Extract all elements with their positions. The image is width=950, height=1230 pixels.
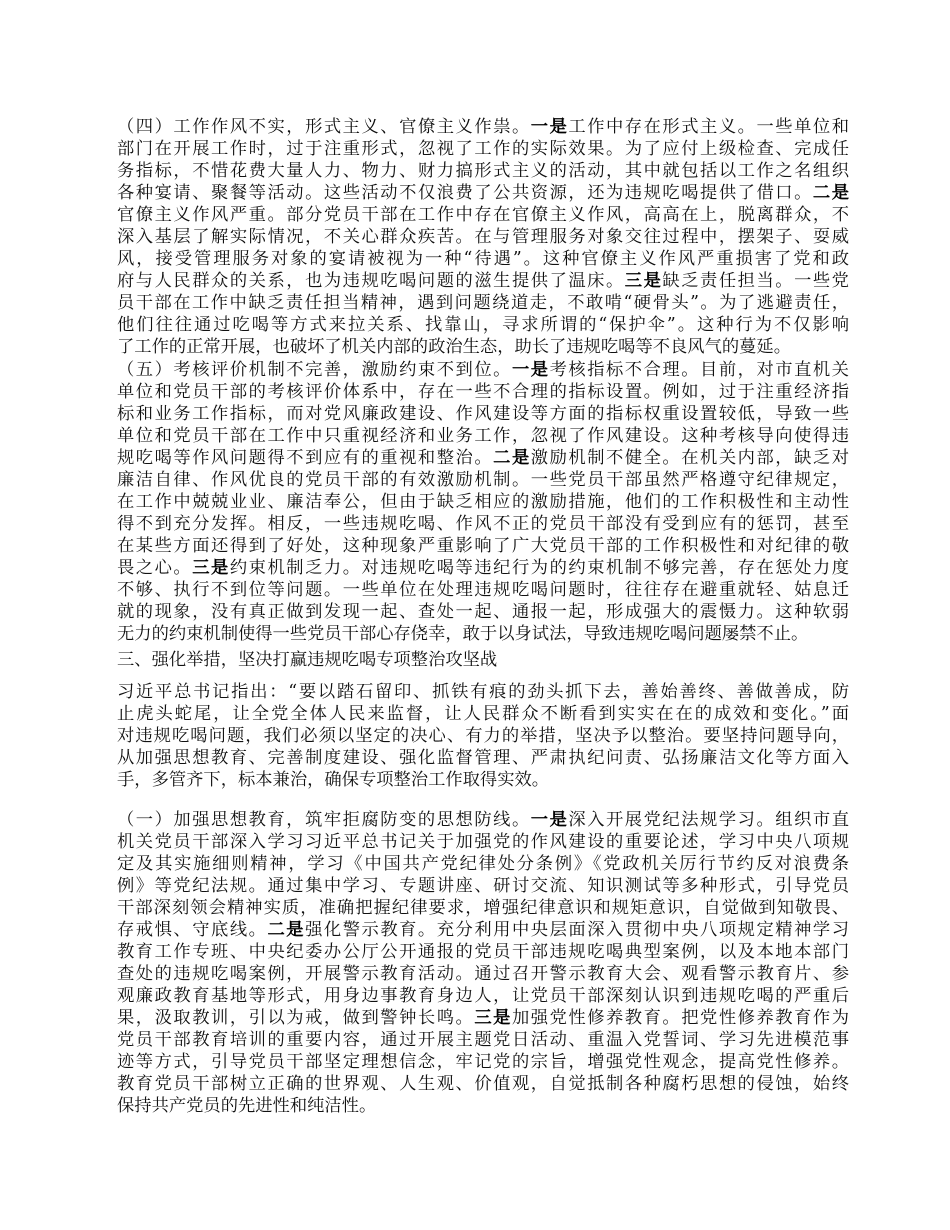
text-line <box>117 985 849 1007</box>
text-run: 党员干部教育培训的重要内容，通过开展主题党日活动、重温入党誓词、学习先进模范事 <box>117 1030 849 1050</box>
text-line <box>117 919 849 941</box>
text-run: 止虎头蛇尾，让全党全体人民来监督，让人民群众不断看到实实在在的成效和变化。”面 <box>117 704 849 724</box>
text-line <box>117 897 849 919</box>
text-run: 务指标，不惜花费大量人力、物力、财力搞形式主义的活动，其中就包括以工作之名组织 <box>117 161 849 181</box>
text-line <box>117 1029 849 1051</box>
text-line <box>117 292 849 314</box>
bold-marker: 一是 <box>511 360 550 380</box>
text-run: 缺乏责任担当。一些党 <box>662 271 849 291</box>
paragraph-quote <box>117 681 849 791</box>
text-run: 教育工作专班、中央纪委办公厅公开通报的党员干部违规吃喝典型案例，以及本地本部门 <box>117 942 849 962</box>
text-run: 府与人民群众的关系，也为违规吃喝问题的滋生提供了温床。 <box>117 271 625 291</box>
text-line <box>117 703 849 725</box>
text-line <box>117 491 849 513</box>
text-run: （五）考核评价机制不完善，激励约束不到位。 <box>117 360 512 380</box>
bold-marker: 二是 <box>812 183 849 203</box>
bold-marker: 三是 <box>624 271 663 291</box>
text-run: 对违规吃喝问题，我们必须以坚定的决心、有力的举措，坚决予以整治。要坚持问题导向， <box>117 726 849 746</box>
text-run: （一）加强思想教育，筑牢拒腐防变的思想防线。 <box>117 810 531 830</box>
text-run: 深入开展党纪法规学习。组织市直 <box>568 810 849 830</box>
text-run: 加强党性修养教育。把党性修养教育作为 <box>511 1008 849 1028</box>
text-run: 果，汲取教训，引以为戒，做到警钟长鸣。 <box>117 1008 475 1028</box>
text-line <box>117 623 849 645</box>
text-run: 了工作的正常开展，也破坏了机关内部的政治生态，助长了违规吃喝等不良风气的蔓延。 <box>117 337 791 357</box>
text-line <box>117 875 849 897</box>
text-line <box>117 248 849 270</box>
text-run: 单位和党员干部的考核评价体系中，存在一些不合理的指标设置。例如，过于注重经济指 <box>117 382 849 402</box>
text-run: 官僚主义作风严重。部分党员干部在工作中存在官僚主义作风，高高在上，脱离群众，不 <box>117 205 849 225</box>
text-run: 单位和党员干部在工作中只重视经济和业务工作，忽视了作风建设。这种考核导向使得违 <box>117 426 849 446</box>
text-line <box>117 747 849 769</box>
text-run: 不够、执行不到位等问题。一些单位在处理违规吃喝问题时，往往存在避重就轻、姑息迁 <box>117 580 849 600</box>
text-line <box>117 204 849 226</box>
text-line <box>117 681 849 703</box>
text-line <box>117 138 849 160</box>
text-run: 无力的约束机制使得一些党员干部心存侥幸，敢于以身试法，导致违规吃喝问题屡禁不止。 <box>117 624 809 644</box>
text-line <box>117 425 849 447</box>
paragraph-ideological-education <box>117 809 849 1117</box>
text-line <box>117 403 849 425</box>
text-run: 教育党员干部树立正确的世界观、人生观、价值观，自觉抵制各种腐朽思想的侵蚀，始终 <box>117 1074 849 1094</box>
text-line <box>117 601 849 623</box>
text-line <box>117 513 849 535</box>
text-line <box>117 579 849 601</box>
text-line <box>117 725 849 747</box>
text-line <box>117 469 849 491</box>
text-line <box>117 557 849 579</box>
text-line <box>117 226 849 248</box>
text-line <box>117 270 849 292</box>
text-run: 保持共产党员的先进性和纯洁性。 <box>117 1096 377 1116</box>
text-run: 工作中存在形式主义。一些单位和 <box>568 117 849 137</box>
bold-marker: 一是 <box>530 810 569 830</box>
text-line <box>117 853 849 875</box>
text-run: 得不到充分发挥。相反，一些违规吃喝、作风不正的党员干部没有受到应有的惩罚，甚至 <box>117 514 849 534</box>
text-line <box>117 359 849 381</box>
text-line <box>117 381 849 403</box>
text-run: 例》等党纪法规。通过集中学习、专题讲座、研讨交流、知识测试等多种形式，引导党员 <box>117 876 849 896</box>
text-run: 迹等方式，引导党员干部坚定理想信念，牢记党的宗旨，增强党性观念，提高党性修养。 <box>117 1052 849 1072</box>
text-line <box>117 941 849 963</box>
text-line <box>117 769 849 791</box>
bold-marker: 三是 <box>474 1008 512 1028</box>
text-run: 激励机制不健全。在机关内部，缺乏对 <box>530 448 849 468</box>
text-run: 员干部在工作中缺乏责任担当精神，遇到问题绕道走，不敢啃“硬骨头”。为了逃避责任， <box>117 293 849 313</box>
text-run: 从加强思想教育、完善制度建设、强化监督管理、严肃执纪问责、弘扬廉洁文化等方面入 <box>117 748 849 768</box>
paragraph-work-style <box>117 116 849 358</box>
text-run: 干部深刻领会精神实质，准确把握纪律要求，增强纪律意识和规矩意识，自觉做到知敬畏、 <box>117 898 849 918</box>
bold-marker: 二是 <box>267 920 306 940</box>
text-run: 就的现象，没有真正做到发现一起、查处一起、通报一起，形成强大的震慑力。这种软弱 <box>117 602 849 622</box>
text-line <box>117 447 849 469</box>
text-run: 标和业务工作指标，而对党风廉政建设、作风建设等方面的指标权重设置较低，导致一些 <box>117 404 849 424</box>
text-run: 查处的违规吃喝案例，开展警示教育活动。通过召开警示教育大会、观看警示教育片、参 <box>117 964 849 984</box>
text-run: 观廉政教育基地等形式，用身边事教育身边人，让党员干部深刻认识到违规吃喝的严重后 <box>117 986 849 1006</box>
text-line <box>117 116 849 138</box>
text-line <box>117 160 849 182</box>
text-line <box>117 1051 849 1073</box>
text-run: 风，接受管理服务对象的宴请被视为一种“待遇”。这种官僚主义作风严重损害了党和政 <box>117 249 849 269</box>
text-run: 深入基层了解实际情况，不关心群众疾苦。在与管理服务对象交往过程中，摆架子、耍威 <box>117 227 849 247</box>
text-run: 存戒惧、守底线。 <box>117 920 268 940</box>
text-run: 他们往往通过吃喝等方式来拉关系、找靠山，寻求所谓的“保护伞”。这种行为不仅影响 <box>117 315 849 335</box>
text-line <box>117 336 849 358</box>
text-run: 约束机制乏力。对违规吃喝等违纪行为的约束机制不够完善，存在惩处力度 <box>229 558 849 578</box>
bold-marker: 一是 <box>530 117 569 137</box>
text-line <box>117 1007 849 1029</box>
text-run: 定及其实施细则精神，学习《中国共产党纪律处分条例》《党政机关厉行节约反对浪费条 <box>117 854 849 874</box>
text-run: 考核指标不合理。目前，对市直机关 <box>549 360 849 380</box>
text-line <box>117 831 849 853</box>
text-run: 各种宴请、聚餐等活动。这些活动不仅浪费了公共资源，还为违规吃喝提供了借口。 <box>117 183 813 203</box>
text-run: 在某些方面还得到了好处，这种现象严重影响了广大党员干部的工作积极性和对纪律的敬 <box>117 536 849 556</box>
text-line <box>117 1095 849 1117</box>
text-run: 廉洁自律、作风优良的党员干部的有效激励机制。一些党员干部虽然严格遵守纪律规定， <box>117 470 849 490</box>
text-line <box>117 535 849 557</box>
text-run: 手，多管齐下，标本兼治，确保专项整治工作取得实效。 <box>117 770 550 790</box>
text-run: 习近平总书记指出：“要以踏石留印、抓铁有痕的劲头抓下去，善始善终、善做善成，防 <box>117 682 849 702</box>
text-run: （四）工作作风不实，形式主义、官僚主义作祟。 <box>117 117 531 137</box>
text-run: 强化警示教育。充分利用中央层面深入贯彻中央八项规定精神学习 <box>305 920 849 940</box>
bold-marker: 二是 <box>493 448 531 468</box>
text-run: 在工作中兢兢业业、廉洁奉公，但由于缺乏相应的激励措施，他们的工作积极性和主动性 <box>117 492 849 512</box>
text-line <box>117 963 849 985</box>
section-heading: 三、强化举措，坚决打赢违规吃喝专项整治攻坚战 <box>117 650 498 670</box>
text-line <box>117 182 849 204</box>
text-line <box>117 1073 849 1095</box>
paragraph-evaluation-mechanism <box>117 359 849 645</box>
text-line <box>117 314 849 336</box>
text-run: 畏之心。 <box>117 558 193 578</box>
text-run: 机关党员干部深入学习习近平总书记关于加强党的作风建设的重要论述，学习中央八项规 <box>117 832 849 852</box>
bold-marker: 三是 <box>192 558 230 578</box>
text-run: 部门在开展工作时，过于注重形式，忽视了工作的实际效果。为了应付上级检查、完成任 <box>117 139 849 159</box>
text-run: 规吃喝等作风问题得不到应有的重视和整治。 <box>117 448 494 468</box>
text-line <box>117 809 849 831</box>
